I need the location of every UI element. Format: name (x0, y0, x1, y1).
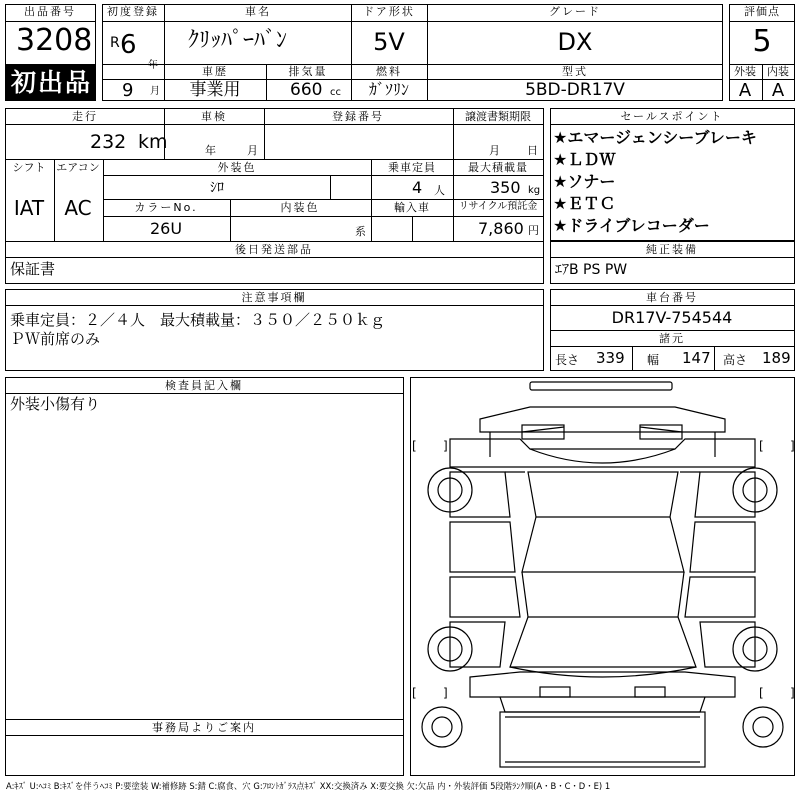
door-label: ドア形状 (363, 5, 415, 18)
first-reg-label: 初度登録 (107, 5, 159, 18)
color-no-value: 26U (149, 219, 183, 238)
genuine-equipment-value: ｴｱB PS PW (555, 262, 628, 278)
notes-line-2: ＰＷ前席のみ (10, 330, 101, 348)
first-reg-month: 9 (122, 80, 134, 101)
aircon-value: AC (64, 196, 92, 220)
inspector-label: 検査員記入欄 (165, 379, 243, 392)
diagram-bracket-left: [ (412, 439, 417, 453)
color-no-label: カラーNo. (134, 201, 198, 214)
transfer-docs-month-unit: 月 (489, 144, 500, 157)
sales-point-item: ★ＬＤＷ (553, 150, 616, 169)
door-value: 5V (373, 28, 405, 56)
recycle-unit: 円 (528, 224, 539, 237)
transfer-docs-label: 譲渡書類期限 (465, 110, 531, 123)
fuel-label: 燃料 (376, 65, 402, 78)
fuel-value: ｶﾞｿﾘﾝ (368, 80, 410, 99)
inspector-box (5, 377, 404, 776)
import-label: 輸入車 (394, 201, 430, 214)
diagram-bracket-right: ] (443, 686, 448, 700)
lot-number: 3208 (16, 23, 93, 58)
sales-point-item: ★エマージェンシーブレーキ (553, 128, 757, 147)
ext-score-label: 外装 (734, 65, 756, 78)
lot-label: 出品番号 (24, 5, 76, 18)
interior-color-label: 内装色 (280, 201, 320, 214)
model-code-value: 5BD-DR17V (525, 80, 625, 100)
diagram-bracket-left: [ (412, 686, 417, 700)
max-load-value: 350 (490, 178, 521, 197)
car-damage-diagram (410, 377, 795, 776)
mileage-unit: km (138, 131, 168, 153)
diagram-bracket-left: [ (759, 686, 764, 700)
model-code-label: 型式 (562, 65, 588, 78)
first-reg-era: R (110, 35, 120, 51)
width-value: 147 (682, 349, 711, 367)
specs-label: 諸元 (659, 332, 685, 345)
history-label: 車歴 (202, 65, 228, 78)
car-name-value: ｸﾘｯﾊﾟｰﾊﾞﾝ (188, 28, 288, 53)
aircon-label: エアコン (56, 161, 100, 174)
exterior-color-label: 外装色 (217, 161, 257, 174)
grade-value: DX (557, 28, 593, 56)
diagram-bracket-right: ] (790, 439, 795, 453)
shift-label: シフト (12, 161, 46, 174)
interior-color-unit: 系 (355, 225, 366, 238)
displacement-label: 排気量 (288, 65, 328, 78)
mileage-label: 走行 (72, 110, 98, 123)
length-label: 長さ (555, 353, 580, 367)
inspection-label: 車検 (201, 110, 227, 123)
capacity-value: 4 (412, 178, 423, 197)
notes-line-1: 乗車定員：２／４人 最大積載量：３５０／２５０ｋｇ (10, 311, 386, 329)
score-value: 5 (752, 24, 772, 59)
sales-points-label: セールスポイント (620, 110, 724, 123)
inspection-month-unit: 月 (247, 144, 258, 157)
diagram-bracket-right: ] (443, 439, 448, 453)
history-value: 事業用 (189, 80, 241, 100)
chassis-value: DR17V-754544 (611, 308, 733, 327)
height-label: 高さ (723, 353, 748, 367)
office-label: 事務局よりご案内 (152, 721, 256, 734)
displacement-unit: cc (330, 87, 341, 98)
first-reg-year-unit: 年 (148, 60, 158, 71)
displacement-value: 660 (290, 80, 323, 100)
ext-score-value: A (738, 80, 752, 101)
capacity-label: 乗車定員 (388, 161, 436, 174)
first-reg-year: 6 (120, 30, 137, 60)
max-load-unit: kg (528, 185, 541, 196)
inspector-comment: 外装小傷有り (10, 395, 101, 413)
diagram-bracket-right: ] (790, 686, 795, 700)
length-value: 339 (596, 349, 625, 367)
reg-number-label: 登録番号 (332, 110, 384, 123)
transfer-docs-day-unit: 日 (527, 144, 538, 157)
mileage-value: 232 (90, 131, 127, 153)
first-listing-text: 初出品 (11, 68, 93, 97)
diagram-bracket-left: [ (759, 439, 764, 453)
exterior-color-value: ｼﾛ (210, 180, 224, 196)
chassis-label: 車台番号 (646, 291, 698, 304)
shift-value: IAT (13, 196, 45, 220)
height-value: 189 (762, 349, 791, 367)
first-reg-month-unit: 月 (150, 86, 160, 97)
int-score-label: 内装 (767, 65, 789, 78)
later-parts-value: 保証書 (10, 260, 56, 278)
recycle-value: 7,860 (478, 219, 524, 238)
sales-point-item: ★ソナー (553, 172, 616, 191)
genuine-equipment-label: 純正装備 (646, 243, 698, 256)
max-load-label: 最大積載量 (468, 161, 528, 174)
recycle-label: リサイクル預託金 (458, 201, 538, 212)
capacity-unit: 人 (434, 184, 445, 197)
notes-label: 注意事項欄 (241, 291, 307, 304)
inspection-year-unit: 年 (205, 144, 216, 157)
later-parts-label: 後日発送部品 (235, 243, 313, 256)
int-score-value: A (771, 80, 785, 101)
sales-point-item: ★ドライブレコーダー (553, 216, 710, 235)
width-label: 幅 (647, 353, 660, 367)
car-name-label: 車名 (245, 5, 271, 18)
grade-label: グレード (549, 5, 601, 18)
sales-point-item: ★ＥＴＣ (553, 194, 616, 213)
score-label: 評価点 (744, 5, 780, 18)
damage-legend: A:ｷｽﾞ U:ﾍｺﾐ B:ｷｽﾞを伴うﾍｺﾐ P:要塗装 W:補修跡 S:錆 C:腐食、穴 G:ﾌﾛﾝﾄｶﾞﾗｽ点ｷｽﾞ XX:交換済み X:要交換 欠:欠品 内・外装評価 5段階ﾗﾝｸ順(A・B・C・D・E) 1 (6, 781, 611, 791)
